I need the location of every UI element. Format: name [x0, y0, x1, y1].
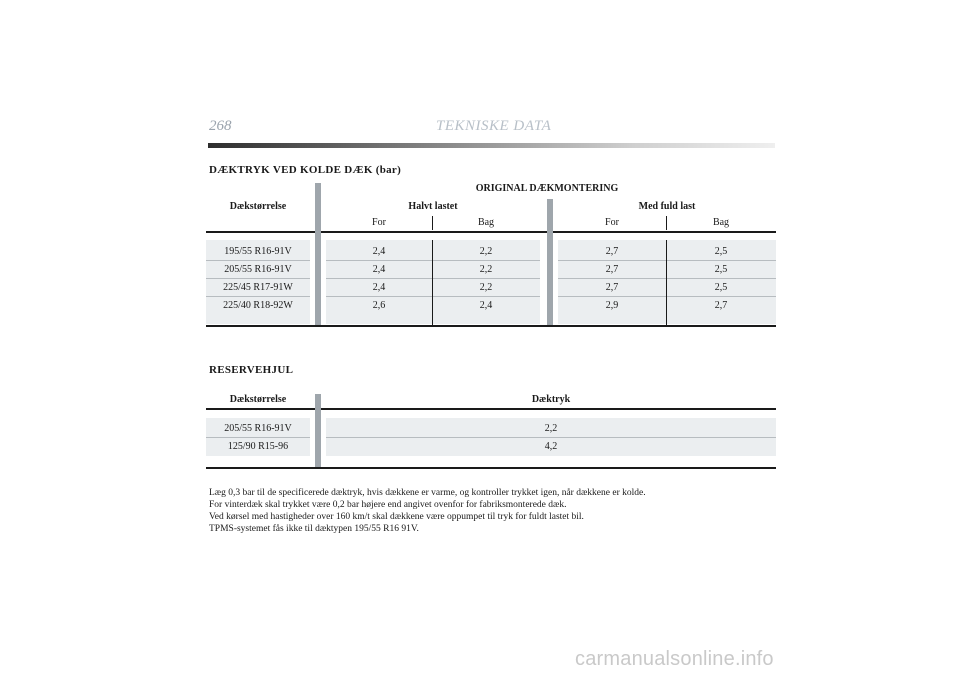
spare-pressure-header: Dæktryk: [531, 394, 571, 405]
spare-size-header: Dækstørrelse: [229, 394, 287, 405]
header-divider-half: [432, 216, 433, 230]
note-4: TPMS-systemet fås ikke til dæktypen 195/55 R16 91V.: [209, 524, 419, 534]
row-1-half-rear: 2,2: [479, 246, 493, 257]
spare-wheel-table: [206, 392, 776, 472]
row-1-half-front: 2,4: [372, 246, 386, 257]
row-3-half-rear: 2,2: [479, 282, 493, 293]
spare-row-1-pressure: 2,2: [544, 423, 558, 434]
note-3: Ved kørsel med hastigheder over 160 km/t skal dækkene være oppumpet til tryk for fuldt lastet bil.: [209, 512, 584, 522]
footnotes: [209, 487, 779, 535]
watermark-link[interactable]: carmanualsonline.info: [575, 648, 774, 670]
row-2-full-rear: 2,5: [714, 264, 728, 275]
size-column-header: Dækstørrelse: [229, 201, 287, 212]
spare-row-1-size: 205/55 R16-91V: [224, 423, 292, 434]
row-3-full-rear: 2,5: [714, 282, 728, 293]
full-front-header: For: [605, 217, 619, 228]
tire-pressure-table: [206, 183, 776, 329]
note-2: For vinterdæk skal trykket være 0,2 bar højere end angivet ovenfor for fabriksmonterede dæk.: [209, 500, 567, 510]
row-2-half-rear: 2,2: [479, 264, 493, 275]
spare-row-2-pressure: 4,2: [544, 441, 558, 452]
row-3-half-front: 2,4: [372, 282, 386, 293]
row-4-full-rear: 2,7: [714, 300, 728, 311]
row-4-full-front: 2,9: [605, 300, 619, 311]
row-1-size: 195/55 R16-91V: [224, 246, 292, 257]
row-3-full-front: 2,7: [605, 282, 619, 293]
note-1: Læg 0,3 bar til de specificerede dæktryk, hvis dækkene er varme, og kontroller trykket igen, når dækkene er kolde.: [209, 488, 646, 498]
header-divider-full: [666, 216, 667, 230]
spare-top-rule: [206, 408, 776, 410]
half-front-header: For: [372, 217, 386, 228]
row-2-size: 205/55 R16-91V: [224, 264, 292, 275]
page-number: 268: [209, 118, 232, 134]
half-load-header: Halvt lastet: [408, 201, 458, 212]
spare-row-2-size: 125/90 R15-96: [227, 441, 289, 452]
row-4-half-rear: 2,4: [479, 300, 493, 311]
tire-pressure-title: DÆKTRYK VED KOLDE DÆK (bar): [209, 164, 402, 176]
full-load-header: Med fuld last: [638, 201, 696, 212]
row-1-full-rear: 2,5: [714, 246, 728, 257]
row-4-size: 225/40 R18-92W: [223, 300, 293, 311]
spare-column-separator: [315, 394, 321, 468]
full-rear-header: Bag: [712, 217, 730, 228]
half-rear-header: Bag: [477, 217, 495, 228]
spare-bottom-rule: [206, 467, 776, 469]
row-2-full-front: 2,7: [605, 264, 619, 275]
table-bottom-rule: [206, 325, 776, 327]
original-fitment-header: ORIGINAL DÆKMONTERING: [475, 183, 619, 194]
spare-wheel-title: RESERVEHJUL: [209, 364, 294, 376]
row-4-half-front: 2,6: [372, 300, 386, 311]
page-header-title: TEKNISKE DATA: [436, 118, 552, 134]
row-3-size: 225/45 R17-91W: [223, 282, 293, 293]
row-1-full-front: 2,7: [605, 246, 619, 257]
header-divider: [208, 143, 775, 148]
row-2-half-front: 2,4: [372, 264, 386, 275]
column-separator-2: [547, 199, 553, 326]
column-separator-1: [315, 183, 321, 326]
table-top-rule: [206, 231, 776, 233]
